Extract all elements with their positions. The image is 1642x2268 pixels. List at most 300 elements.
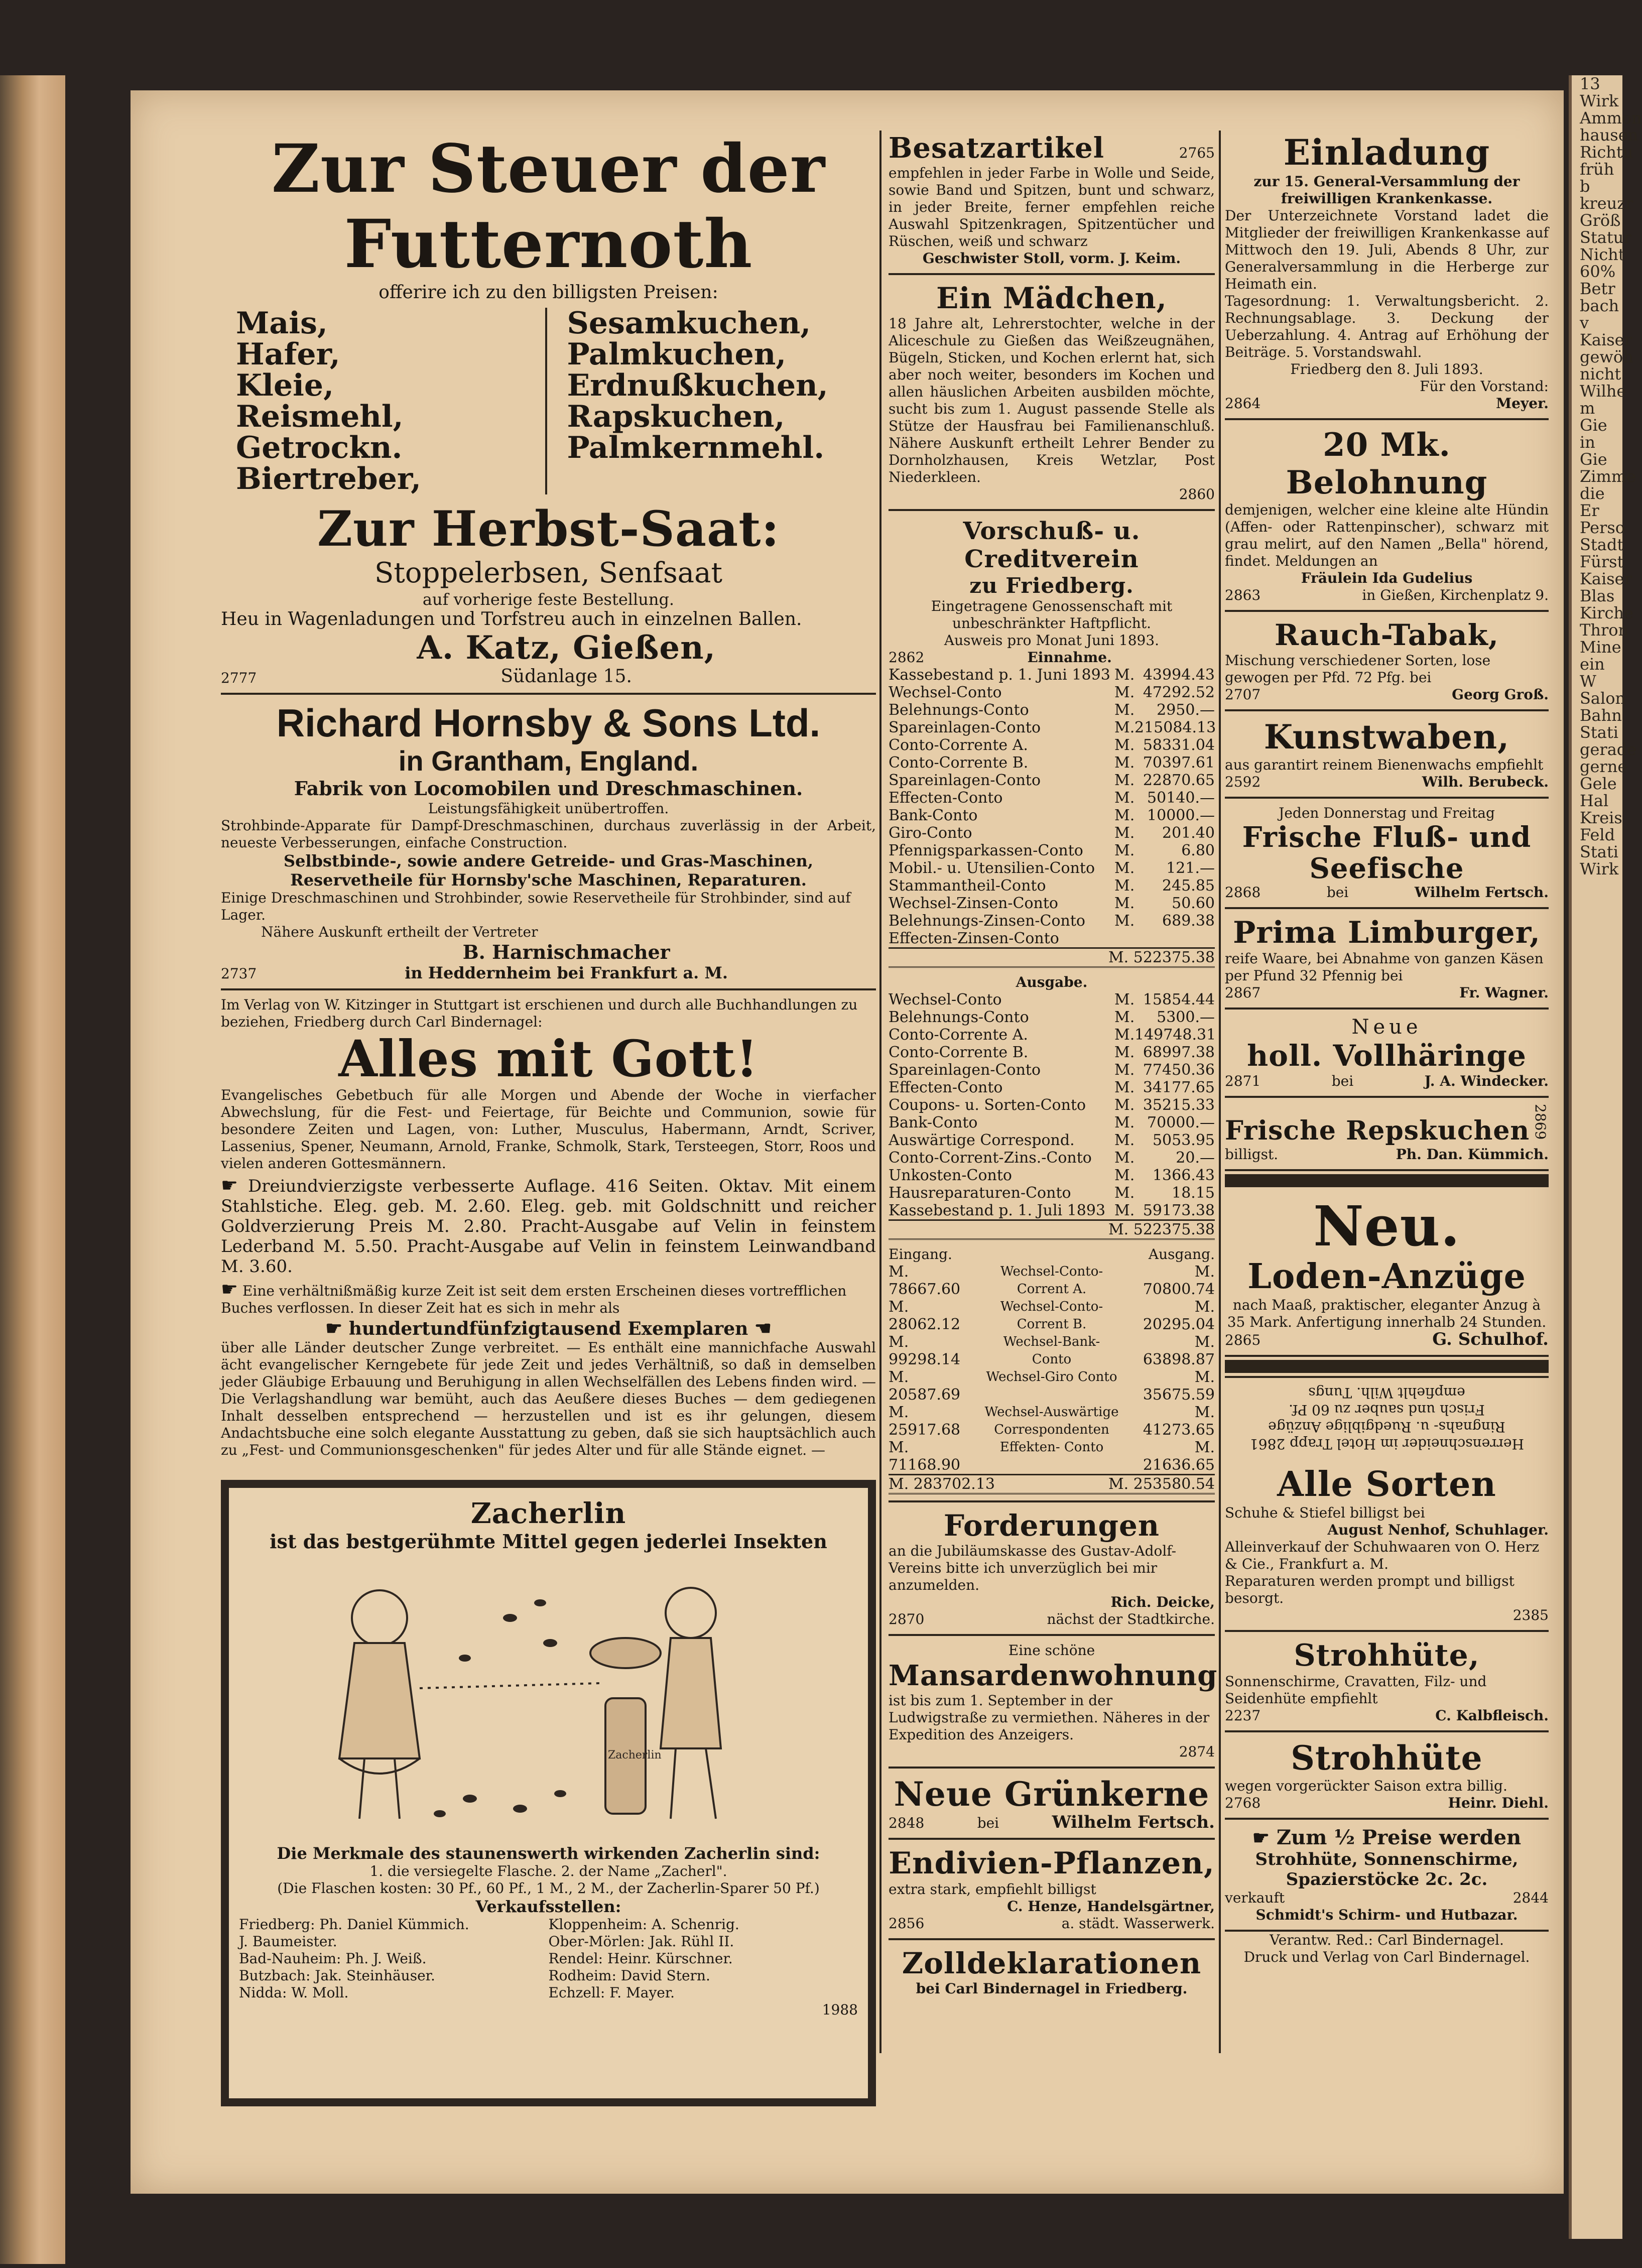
ad-firm: J. A. Windecker. (1424, 1073, 1549, 1089)
ad-number: 2865 (1225, 1332, 1261, 1349)
ledger-total: M. 522375.38 (889, 1219, 1215, 1240)
ledger-value: 68997.38 (1143, 1044, 1215, 1061)
ledger-row (889, 1263, 1215, 1298)
ledger-row (889, 701, 1215, 719)
ledger-label: Conto-Corrente A. (889, 1026, 1028, 1044)
ad-text: empfehlen in jeder Farbe in Wolle und Seide, sowie Band und Spitzen, bunt und schwarz, in jeder Breite, ferner empfehlen reiche Auswahl Spitzenkragen, Spitzentücher und Rüschen, weiß und schwarz (889, 165, 1215, 249)
ad-firm: Rich. Deicke, (1110, 1594, 1215, 1610)
ad-text: Eingetragene Genossenschaft mit unbeschränkter Haftpflicht. (931, 598, 1173, 632)
ledger-value: 15854.44 (1143, 991, 1215, 1009)
ledger-currency: M. (1114, 1149, 1135, 1167)
ad-forderungen (889, 1502, 1215, 1636)
ledger-label: Auswärtige Correspond. (889, 1131, 1075, 1149)
ad-number: 2707 (1225, 686, 1261, 703)
ad-title: Besatzartikel (889, 132, 1105, 165)
ledger-currency: M. (1114, 1167, 1135, 1184)
adjacent-page-fragment: hausen (1580, 125, 1638, 145)
ad-number: 2848 (889, 1815, 925, 1831)
ledger-heading: Ausgabe. (1016, 974, 1088, 990)
ledger-currency: M. (1114, 1026, 1135, 1044)
ledger-row (889, 1061, 1215, 1079)
ad-number: 2864 (1225, 395, 1261, 412)
ledger-row (889, 1368, 1215, 1404)
feed-item: Kleie, (236, 368, 334, 403)
ad-text: Fabrik von Locomobilen und Dreschmaschinen. (294, 777, 803, 800)
ad-firm: Fr. Wagner. (1459, 984, 1549, 1001)
ledger-row (889, 754, 1215, 772)
ad-text: Für den Vorstand: (1420, 378, 1549, 395)
ad-loden (1225, 1190, 1549, 1357)
ad-besatzartikel (889, 125, 1215, 275)
ad-number: 2868 (1225, 884, 1261, 901)
ad-title: Zacherlin (470, 1497, 626, 1530)
ad-title: Mansardenwohnung (889, 1659, 1218, 1692)
ledger-currency: M. (1114, 1202, 1135, 1219)
feed-list-right (547, 308, 876, 494)
ledger-value: 689.38 (1162, 912, 1215, 930)
ledger-label: Bank-Conto (889, 807, 978, 824)
ad-text: Mischung verschiedener Sorten, lose gewogen per Pfd. 72 Pfg. bei (1225, 652, 1491, 686)
ledger-value: 6.80 (1181, 842, 1215, 859)
adjacent-page-fragment: Kaiser (1580, 569, 1632, 588)
ad-futternoth (221, 125, 876, 695)
ad-subtitle: ist das bestgerühmte Mittel gegen jederlei Insekten (270, 1530, 827, 1553)
feed-item: Mais, (236, 306, 328, 341)
ledger-label: Wechsel-Conto (889, 991, 1002, 1009)
adjacent-page-fragment: Betr (1580, 279, 1615, 298)
ad-number: 2844 (1512, 1889, 1549, 1907)
inverted-ad-text (1225, 1384, 1549, 1452)
feed-list-left (236, 308, 547, 494)
ad-text: nach Maaß, praktischer, eleganter Anzug à 35 Mark. Anfertigung innerhalb 24 Stunden. (1227, 1297, 1547, 1331)
adjacent-page-fragment: Kreis (1580, 808, 1622, 827)
ad-text: auf vorherige feste Bestellung. (422, 590, 675, 609)
ad-title: Frische Repskuchen (1225, 1115, 1530, 1147)
ledger-row (889, 1167, 1215, 1184)
ad-kunstwaben (1225, 711, 1549, 799)
ledger-label: Effecten-Conto (889, 789, 1003, 807)
ledger-row (889, 1439, 1215, 1474)
ledger-row (889, 842, 1215, 859)
feed-item: Getrockn. Biertreber, (236, 430, 422, 496)
ledger-label: Mobil.- u. Utensilien-Conto (889, 859, 1095, 877)
ad-text: Jeden Donnerstag und Freitag (1279, 805, 1495, 821)
ad-firm: Heinr. Diehl. (1448, 1795, 1549, 1812)
ledger-value: M. 41273.65 (1143, 1404, 1215, 1439)
ledger-label: Wechsel-Zinsen-Conto (889, 895, 1058, 912)
adjacent-page-fragment: Kirche (1580, 603, 1633, 622)
ledger-value: M. 70800.74 (1143, 1263, 1215, 1298)
ledger-currency: M. (1114, 754, 1135, 772)
ad-haeringe (1225, 1010, 1549, 1098)
ledger-currency: M. (1114, 1096, 1135, 1114)
seller-item: Nidda: W. Moll. (239, 1984, 349, 2001)
ledger-value: 1366.43 (1152, 1167, 1215, 1184)
ledger-value: 201.40 (1162, 824, 1215, 842)
ad-text: Im Verlag von W. Kitzinger in Stuttgart ist erschienen und durch alle Buchhandlungen zu beziehen, Friedberg durch Carl Bindernagel: (221, 996, 858, 1030)
feed-item: Erdnußkuchen, (567, 368, 828, 403)
ledger-value: 5053.95 (1152, 1131, 1215, 1149)
column-left (221, 125, 876, 2106)
ad-firm: C. Kalbfleisch. (1435, 1707, 1549, 1724)
inverted-line: Frisch und sauber zu 60 Pf. (1289, 1402, 1485, 1419)
ledger-row (889, 1184, 1215, 1202)
ledger-currency: M. (1114, 736, 1135, 754)
ledger-value: M. 78667.60 (889, 1263, 961, 1298)
ad-limburger (1225, 909, 1549, 1010)
ad-text: offerire ich zu den billigsten Preisen: (378, 282, 718, 303)
ad-text: Neue (1351, 1016, 1422, 1039)
seller-item: Rendel: Heinr. Kürschner. (548, 1950, 733, 1967)
ledger-label: Effecten-Conto (889, 1079, 1003, 1096)
ledger-label: Pfennigsparkassen-Conto (889, 842, 1083, 859)
adjacent-page-fragment: Salon (1580, 689, 1626, 708)
ledger-label: Kassebestand p. 1. Juli 1893 (889, 1202, 1106, 1219)
ledger-row (889, 912, 1215, 930)
ad-number: 2765 (1179, 145, 1215, 161)
ledger-value: 43994.43 (1143, 666, 1215, 684)
ledger-row (889, 1044, 1215, 1061)
adjacent-page-fragment: ein W (1580, 655, 1605, 691)
ledger-value: 149748.31 (1134, 1026, 1216, 1044)
ad-address: a. städt. Wasserwerk. (1061, 1915, 1215, 1932)
ad-title: 20 Mk. Belohnung (1286, 426, 1488, 501)
ad-creditverein (889, 511, 1215, 1502)
ledger-label: Wechsel-Auswärtige Correspondenten (984, 1405, 1119, 1437)
ledger-value: 5300.— (1157, 1009, 1215, 1026)
ad-gruenkerne (889, 1769, 1215, 1840)
ledger-currency: M. (1114, 719, 1135, 736)
seller-item: Ober-Mörlen: Jak. Rühl II. (548, 1933, 734, 1950)
ad-text: bei (1331, 1073, 1354, 1089)
ad-firm: Ph. Dan. Kümmich. (1396, 1146, 1549, 1163)
ad-title: Richard Hornsby & Sons Ltd. (276, 701, 821, 745)
inverted-line: Herrenschneider im Hotel Trapp 2861 (1249, 1436, 1524, 1453)
adjacent-page-fragment: Feld (1580, 825, 1615, 844)
ad-text: extra stark, empfiehlt billigst (889, 1881, 1096, 1898)
ad-endivien (889, 1840, 1215, 1940)
adjacent-page-fragment: 60% (1580, 262, 1616, 281)
ad-firm: C. Henze, Handelsgärtner, (1007, 1898, 1215, 1915)
ledger-label: Effecten-Zinsen-Conto (889, 930, 1059, 947)
ledger-currency: M. (1114, 789, 1135, 807)
ledger-label: Wechsel-Conto (889, 684, 1002, 701)
ledger-label: Belehnungs-Conto (889, 1009, 1029, 1026)
ad-text: bei (1326, 884, 1349, 901)
adjacent-page-fragment: Richtu (1580, 143, 1633, 162)
ledger-row (889, 877, 1215, 895)
ledger-row (889, 736, 1215, 754)
ad-number: 2874 (1179, 1743, 1215, 1760)
ledger-total: M. 283702.13 (889, 1475, 995, 1493)
ledger-row (889, 824, 1215, 842)
ledger-value: M. 20295.04 (1143, 1298, 1215, 1333)
ledger-row (889, 1404, 1215, 1439)
ad-halbe-preise (1225, 1820, 1549, 1932)
ad-firm: Schmidt's Schirm- und Hutbazar. (1255, 1907, 1518, 1924)
bottle-label: Zacherlin (608, 1749, 662, 1761)
ledger-currency: M. (1114, 842, 1135, 859)
pointing-hand-icon: ☛ (325, 1317, 343, 1339)
ledger-value: M. 63898.87 (1143, 1333, 1215, 1368)
adjacent-page-fragment: Gele (1580, 774, 1617, 793)
ledger-currency: M. (1114, 684, 1135, 701)
adjacent-page-fragment: früh b (1580, 160, 1614, 196)
adjacent-page-fragment: Wirk (1580, 91, 1619, 110)
ledger-value: 70000.— (1147, 1114, 1215, 1131)
ledger-value: 47292.52 (1143, 684, 1215, 701)
adjacent-page-fragment: Blas (1580, 586, 1615, 605)
adjacent-page-fragment: in Gie (1580, 433, 1607, 469)
ad-firm: Wilh. Berubeck. (1422, 774, 1549, 790)
ledger-row (889, 684, 1215, 701)
column-rule (879, 131, 881, 2053)
ad-text: Reparaturen werden prompt und billigst besorgt. (1225, 1573, 1514, 1607)
seller-list-left (239, 1916, 549, 2001)
ad-text: (Die Flaschen kosten: 30 Pf., 60 Pf., 1 M., 2 M., der Zacherlin-Sparer 50 Pf.) (277, 1880, 820, 1897)
ad-repskuchen (1225, 1098, 1549, 1171)
ad-zacherlin (221, 1480, 876, 2106)
ad-firm: G. Schulhof. (1432, 1329, 1549, 1350)
ad-title: Zolldeklarationen (902, 1946, 1202, 1980)
ledger-total: M. 522375.38 (889, 947, 1215, 968)
ad-text: über alle Länder deutscher Zunge verbreitet. — Es enthält eine mannichfache Auswahl ächt evangelischer Kerngebete für jede Zeit und jedes Verhältniß, so daß in demselben jeder Gläubige Erbauung und Beruhigung in allen Wechselfällen des Lebens finden wird. — Die Verlagshandlung war bemüht, auch das Aeußere dieses Buches — dem gediegenen Inhalt desselben entsprechend — herzustellen und ist es ihr gelungen, diesem Andachtsbuche eine solch elegante Ausstattung zu geben, daß sie sich hauptsächlich auch zu „Fest- und Communionsgeschenken" für jedes Alter und für alle Stände eignet. — (221, 1339, 876, 1458)
ledger-row (889, 807, 1215, 824)
ad-text: reife Waare, bei Abnahme von ganzen Käsen per Pfund 32 Pfennig bei (1225, 950, 1544, 984)
ledger-value: 70397.61 (1143, 754, 1215, 772)
pointing-hand-icon: ☛ (1252, 1826, 1270, 1849)
seller-item: Butzbach: Jak. Steinhäuser. (239, 1967, 435, 1984)
ad-title: Neue Grünkerne (894, 1775, 1210, 1814)
ledger-row (889, 930, 1215, 947)
ad-number: 2856 (889, 1915, 925, 1932)
ledger-currency: M. (1114, 824, 1135, 842)
adjacent-page-fragment: Ammon (1580, 108, 1642, 128)
ledger-label: Giro-Conto (889, 824, 972, 842)
ad-title: Vorschuß- u. Creditverein (963, 517, 1141, 573)
ad-text: 1. die versiegelte Flasche. 2. der Name „Zacherl". (369, 1863, 727, 1879)
adjacent-page-fragment: nicht (1580, 364, 1621, 384)
ledger-row (889, 1298, 1215, 1333)
ledger-currency: M. (1114, 772, 1135, 789)
inverted-line: empfiehlt Wilh. Tungs (1308, 1384, 1465, 1402)
column-rule (1219, 131, 1221, 2053)
ledger-value: 35215.33 (1143, 1096, 1215, 1114)
ledger-value: 245.85 (1162, 877, 1215, 895)
ad-text: Die Merkmale des staunenswerth wirkenden Zacherlin sind: (277, 1844, 820, 1863)
ad-text: Der Unterzeichnete Vorstand ladet die Mitglieder der freiwilligen Krankenkasse auf Mittwoch den 19. Juli, Abends 8 Uhr, zur Generalversammlung in die Herberge zur Heimath ein. (1225, 207, 1549, 292)
ledger-value: 10000.— (1147, 807, 1215, 824)
ledger-total: M. 253580.54 (1108, 1475, 1215, 1493)
ad-firm: A. Katz, Gießen, (417, 629, 716, 667)
ledger-row (889, 1202, 1215, 1219)
feed-item: Rapskuchen, (567, 399, 785, 434)
adjacent-page-fragment: Fürst (1580, 552, 1624, 571)
ad-number: 2860 (1179, 486, 1215, 502)
ad-title: Rauch-Tabak, (1275, 618, 1499, 652)
divider-bar (1225, 1174, 1549, 1187)
ad-text: demjenigen, welcher eine kleine alte Hündin (Affen- oder Rattenpinscher), schwarz mit grau melirt, auf den Namen „Bella" hörend, findet. Meldungen an (1225, 501, 1549, 569)
ledger-row (889, 1333, 1215, 1368)
ad-address: nächst der Stadtkirche. (1047, 1611, 1215, 1627)
ad-einladung (1225, 125, 1549, 420)
adjacent-page-fragment: Thron (1580, 620, 1629, 640)
ad-number: 2863 (1225, 587, 1261, 603)
adjacent-page-fragment: Statur (1580, 228, 1631, 247)
ad-number: 1988 (822, 2001, 858, 2018)
ad-title: Alle Sorten (1277, 1464, 1496, 1505)
ad-text: billigst. (1225, 1146, 1279, 1163)
ledger-value: 22870.65 (1143, 772, 1215, 789)
ledger-row (889, 1026, 1215, 1044)
ad-title: Zur Steuer der Futternoth (271, 130, 826, 283)
ad-rauch-tabak (1225, 612, 1549, 711)
ad-title: Ein Mädchen, (936, 281, 1167, 315)
ledger-currency: M. (1114, 1184, 1135, 1202)
ledger-value: M. 20587.69 (889, 1368, 961, 1404)
ledger-label: Spareinlagen-Conto (889, 772, 1041, 789)
ledger-value: 50.60 (1172, 895, 1215, 912)
ad-number: 2737 (221, 965, 257, 982)
ad-text: Einige Dreschmaschinen und Strohbinder, sowie Reservetheile für Strohbinder, sind auf Lager. (221, 890, 851, 923)
ledger-currency: M. (1114, 877, 1135, 895)
ad-text: 18 Jahre alt, Lehrerstochter, welche in der Aliceschule zu Gießen das Weißzeugnähen, Bügeln, Sticken, und Kochen erlernt hat, sich aber noch weiter, besonders im Kochen und allen häuslichen Arbeiten ausbilden möchte, sucht bis zum 1. August passende Stelle als Stütze der Hausfrau bei Familienanschluß. Nähere Auskunft ertheilt Lehrer Bender zu Dornholzhausen, Kreis Wetzlar, Post Niederkleen. (889, 315, 1215, 485)
ledger-label: Unkosten-Conto (889, 1167, 1012, 1184)
ad-hornsby (221, 695, 876, 990)
divider-bar (1225, 1360, 1549, 1373)
pointing-hand-icon: ☛ (221, 1174, 238, 1196)
ledger-label: Wechsel-Conto- Corrent A. (1000, 1264, 1103, 1297)
seller-item: Echzell: F. Mayer. (548, 1984, 675, 2001)
ad-text: Friedberg den 8. Juli 1893. (1290, 361, 1483, 377)
feed-item: Hafer, (236, 337, 340, 372)
adjacent-page-fragment: 13 (1580, 74, 1600, 93)
ledger-value: 121.— (1166, 859, 1215, 877)
ad-firm: Geschwister Stoll, vorm. J. Keim. (922, 250, 1181, 267)
ledger-label: Conto-Corrente B. (889, 1044, 1029, 1061)
ad-subtitle: zur 15. General-Versammlung der freiwilligen Krankenkasse. (1253, 173, 1520, 207)
adjacent-page-fragment: Hal (1580, 791, 1609, 810)
ad-text: Selbstbinde-, sowie andere Getreide- und Gras-Maschinen, Reservetheile für Hornsby'sche Maschinen, Reparaturen. (284, 851, 813, 890)
adjacent-page-fragment: kreuzr (1580, 194, 1633, 213)
ad-firm: Wilhelm Fertsch. (1414, 884, 1549, 901)
adjacent-page-fragment: Größ (1580, 211, 1621, 230)
ad-text: Strohbinde-Apparate für Dampf-Dreschmaschinen, durchaus zuverlässig in der Arbeit, neueste Verbesserungen, einfache Construction. (221, 817, 876, 851)
ad-firm: Wilhelm Fertsch. (1052, 1812, 1215, 1832)
ledger-value: 59173.38 (1143, 1202, 1215, 1219)
ledger-label: Conto-Corrente B. (889, 754, 1029, 772)
ad-number: 2870 (889, 1611, 925, 1627)
ad-text: an die Jubiläumskasse des Gustav-Adolf-Vereins bitte ich unverzüglich bei mir anzumelden. (889, 1543, 1177, 1593)
ledger-currency (1114, 930, 1134, 947)
ad-number: 2768 (1225, 1795, 1261, 1812)
ad-title: Zum ½ Preise werden (1276, 1826, 1522, 1850)
adjacent-page-fragment: Mine (1580, 638, 1621, 657)
ad-text: Heu in Wagenladungen und Torfstreu auch in einzelnen Ballen. (221, 609, 802, 629)
adjacent-page-fragment: Stati (1580, 723, 1618, 742)
adjacent-page-fragment: Perso (1580, 518, 1625, 537)
ad-text: wegen vorgerückter Saison extra billig. (1225, 1778, 1507, 1795)
ledger-currency: M. (1114, 912, 1135, 930)
ad-title: Alles mit Gott! (338, 1029, 759, 1088)
ledger-value (1134, 930, 1215, 947)
ad-title: Prima Limburger, (1233, 915, 1541, 950)
ad-number: 2385 (1512, 1607, 1549, 1624)
adjacent-page-fragment: Stadt (1580, 535, 1624, 554)
ad-text: Eine schöne (1008, 1642, 1095, 1659)
ledger-value: 215084.13 (1134, 719, 1216, 736)
ad-number: 2592 (1225, 774, 1261, 790)
adjacent-page-fragment: gewöh (1580, 347, 1633, 366)
ledger-currency: M. (1114, 1131, 1135, 1149)
ad-belohnung (1225, 420, 1549, 612)
ad-address: Südanlage 15. (500, 666, 632, 687)
ledger-currency: M. (1114, 991, 1135, 1009)
ad-strohhuete-diehl (1225, 1732, 1549, 1820)
ledger-currency: M. (1114, 1114, 1135, 1131)
ledger-einnahmen (889, 666, 1215, 947)
imprint (1225, 1932, 1549, 1966)
ledger-value: M. 99298.14 (889, 1333, 961, 1368)
ledger-value: 34177.65 (1143, 1079, 1215, 1096)
adjacent-page-fragment: Nicht (1580, 245, 1625, 264)
ledger-row (889, 1096, 1215, 1114)
ad-maedchen (889, 275, 1215, 511)
ad-zolldeklarationen (889, 1940, 1215, 2003)
ad-title: Kunstwaben, (1264, 717, 1510, 757)
ledger-label: Stammantheil-Conto (889, 877, 1046, 895)
adjacent-page-fragment: Bahn (1580, 706, 1622, 725)
adjacent-page-fragment: Zimme (1580, 467, 1636, 486)
ledger-label: Hausreparaturen-Conto (889, 1184, 1071, 1202)
ledger-row (889, 1114, 1215, 1131)
ad-text: Ausweis pro Monat Juni 1893. (944, 632, 1160, 649)
adjacent-page-fragment: Kaiser (1580, 330, 1632, 349)
ad-text: Tagesordnung: 1. Verwaltungsbericht. 2. Rechnungsablage. 3. Deckung der Ueberzahlung. 4. Antrag auf Erhöhung der Beiträge. 5. Vorstandswahl. (1225, 293, 1549, 360)
ad-number: 2237 (1225, 1707, 1261, 1724)
ledger-row (889, 666, 1215, 684)
feed-item: Reismehl, (236, 399, 404, 434)
ad-title: holl. Vollhäringe (1247, 1039, 1527, 1073)
ledger-row (889, 1009, 1215, 1026)
adjacent-page-fragment: gerne (1580, 757, 1627, 776)
ad-text: bei (977, 1815, 999, 1831)
ledger-currency: M. (1114, 701, 1135, 719)
ad-subtitle: in Grantham, England. (398, 745, 699, 777)
ad-title: Strohhüte, (1294, 1638, 1480, 1674)
ledger-row (889, 719, 1215, 736)
ledger-row (889, 772, 1215, 789)
ad-text: Evangelisches Gebetbuch für alle Morgen und Abende der Woche in vierfacher Abwechslung, für die Fest- und Feiertage, für Beichte und Communion, sowie für besondere Zeiten und Lagen, von: Luther, Musculus, Habermann, Arndt, Scriver, Lassenius, Spener, Neumann, Arnold, Franke, Schmolk, Stark, Tersteegen, Storr, Roos und vielen anderen Gottesmännern. (221, 1087, 876, 1172)
ledger-label: Spareinlagen-Conto (889, 719, 1041, 736)
ad-title: Frische Fluß- und Seefische (1242, 821, 1532, 885)
ledger-currency: M. (1114, 807, 1135, 824)
ledger-value: M. 28062.12 (889, 1298, 961, 1333)
adjacent-page-fragment: Stati (1580, 842, 1618, 861)
ledger-label: Coupons- u. Sorten-Conto (889, 1096, 1086, 1114)
ledger-label: Conto-Corrent-Zins.-Conto (889, 1149, 1092, 1167)
column-middle (889, 125, 1218, 2003)
ledger-value: 18.15 (1172, 1184, 1215, 1202)
ledger-currency: M. (1114, 666, 1135, 684)
ledger-heading: Ausgang. (1148, 1246, 1215, 1263)
ad-text: Strohhüte, Sonnenschirme, Spazierstöcke 2c. 2c. (1255, 1849, 1519, 1890)
ad-firm: Fräulein Ida Gudelius (1301, 570, 1473, 586)
column-right (1225, 125, 1549, 1966)
ledger-label: Bank-Conto (889, 1114, 978, 1131)
ad-upside-down (1225, 1376, 1549, 1458)
ad-text: bei Carl Bindernagel in Friedberg. (916, 1980, 1188, 1997)
